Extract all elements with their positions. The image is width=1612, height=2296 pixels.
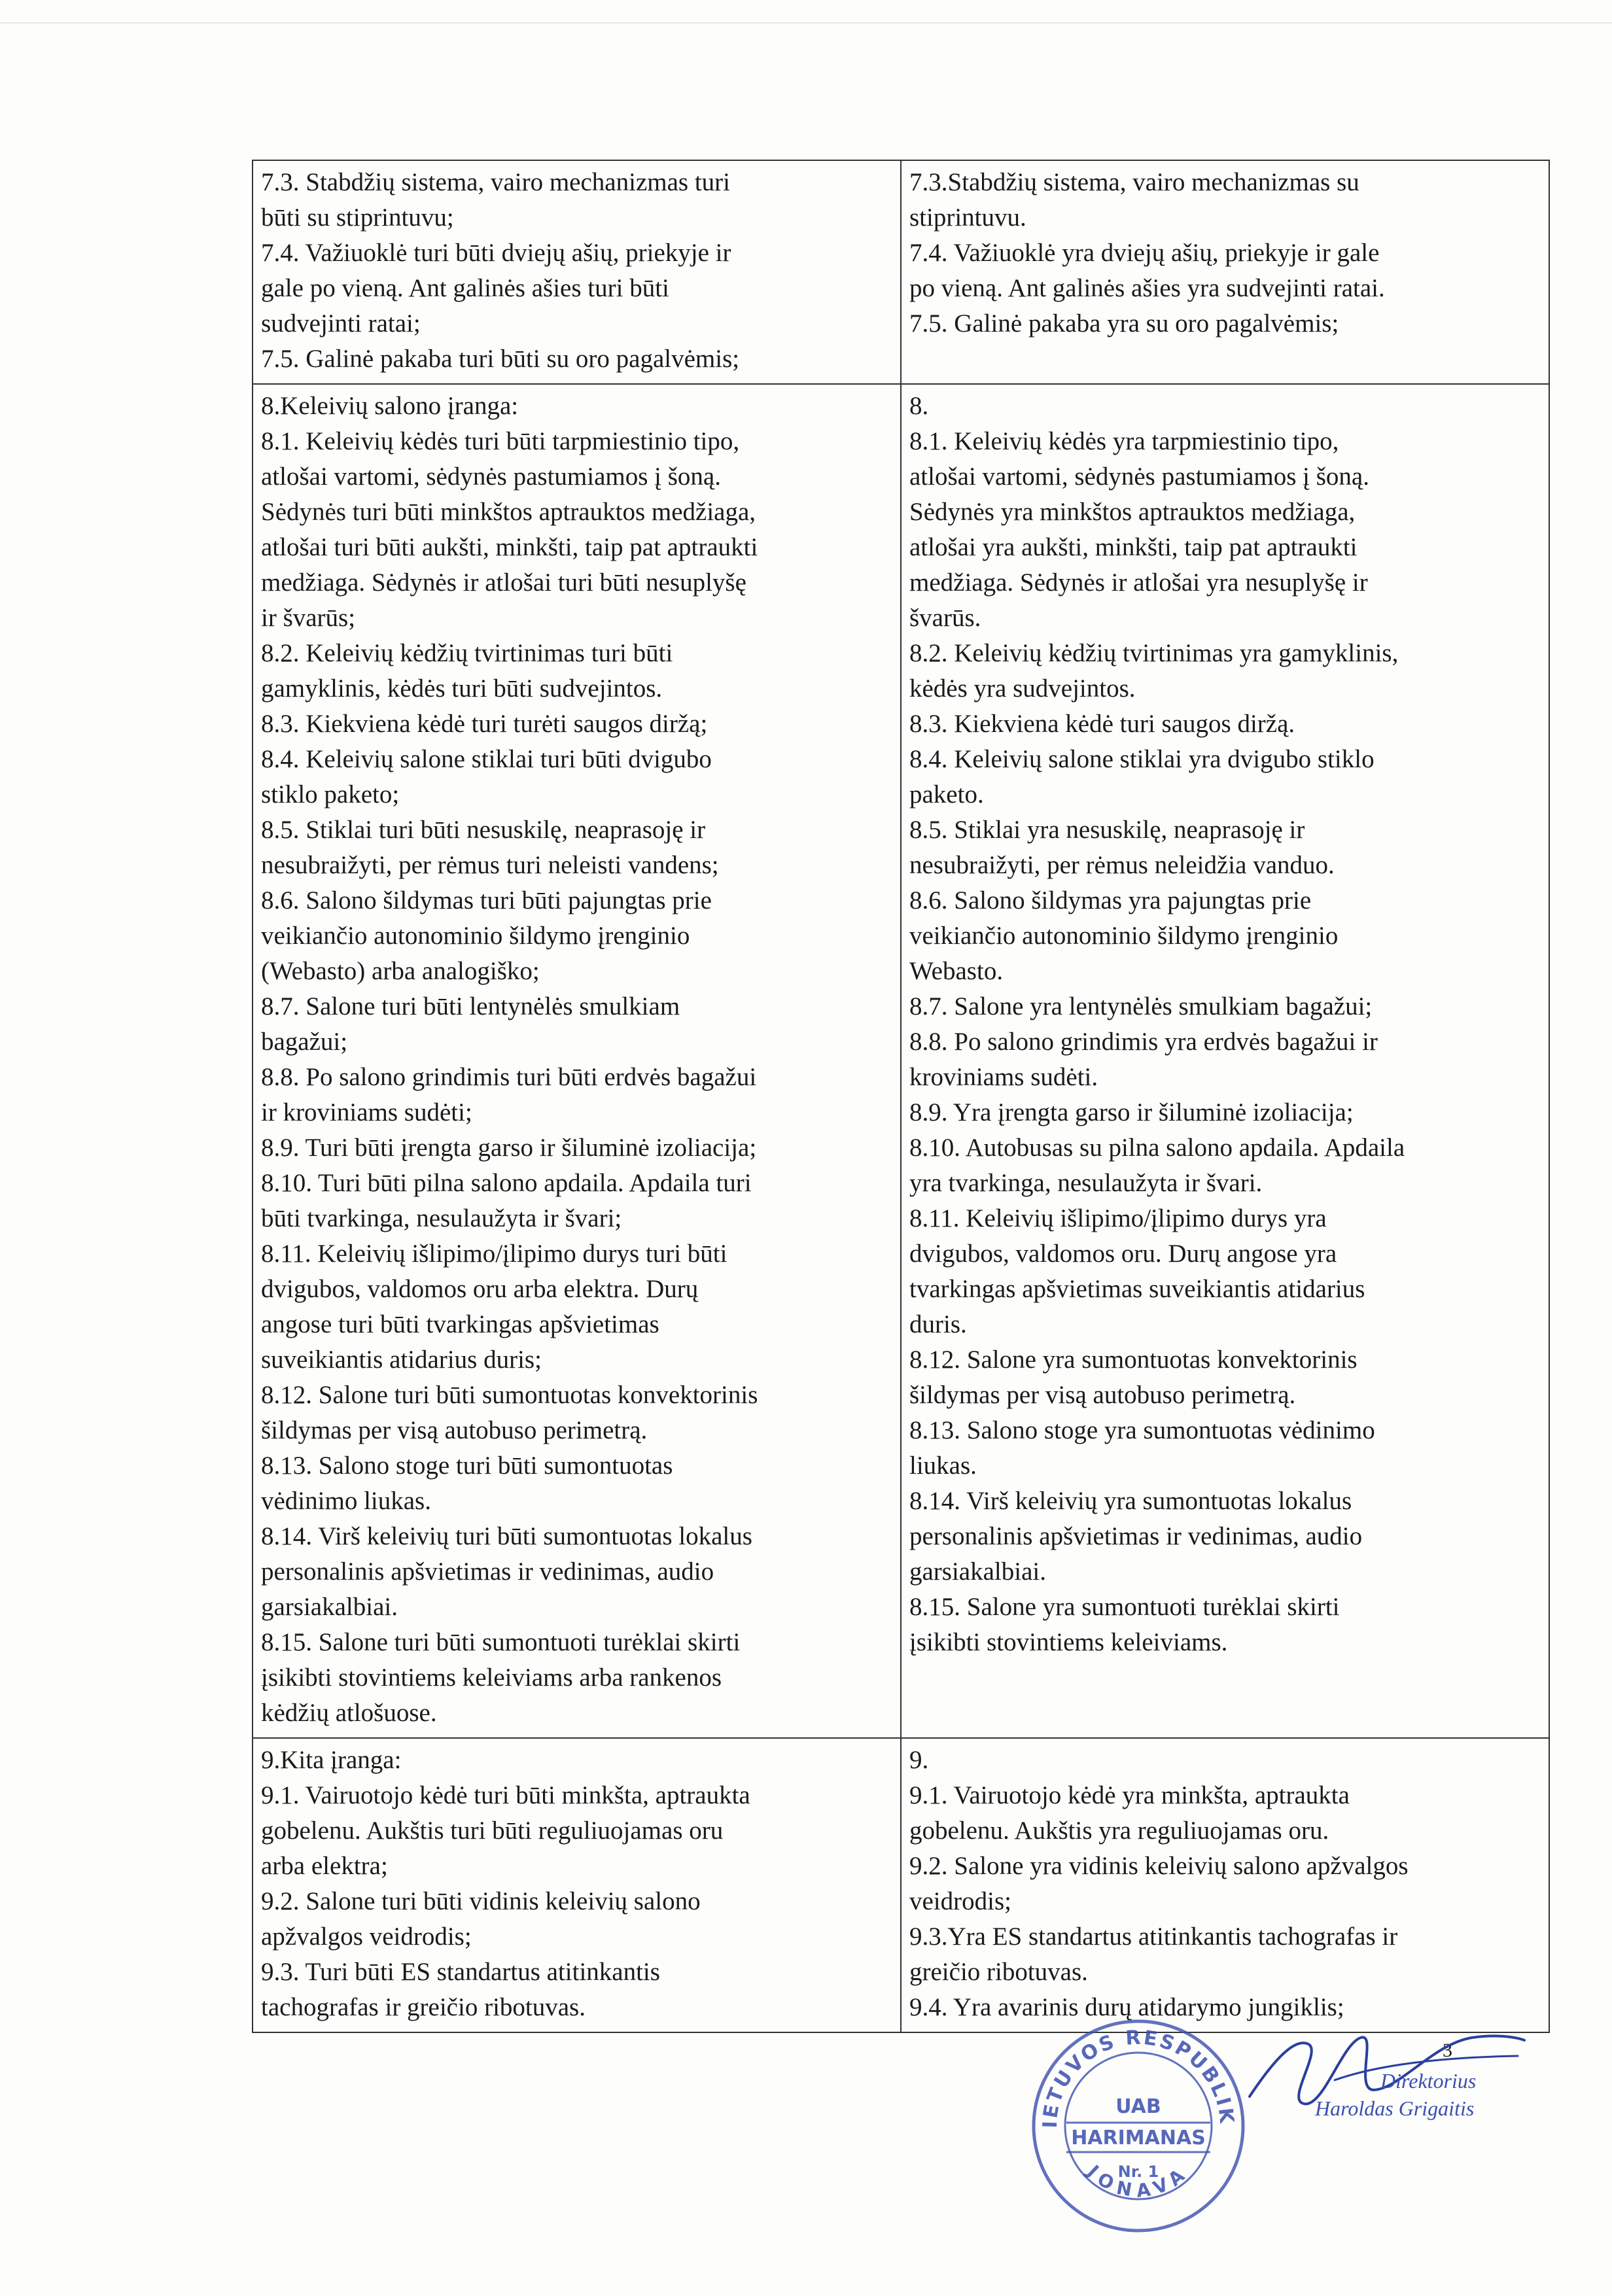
text-line: 8.1. Keleivių kėdės yra tarpmiestinio tipo, xyxy=(909,427,1339,455)
text-line: 8.14. Virš keleivių yra sumontuotas lokalus xyxy=(909,1487,1352,1515)
text-line: 8.13. Salono stoge yra sumontuotas vėdinimo xyxy=(909,1416,1375,1444)
text-line: garsiakalbiai. xyxy=(261,1593,398,1621)
text-line: 8.8. Po salono grindimis turi būti erdvės bagažui xyxy=(261,1063,757,1091)
director-title: Direktorius xyxy=(1380,2069,1477,2093)
text-line: Webasto. xyxy=(909,957,1004,985)
text-line: 8.7. Salone turi būti lentynėlės smulkiam xyxy=(261,992,680,1020)
stamp-number: Nr. 1 xyxy=(1117,2163,1159,2181)
text-line: šildymas per visą autobuso perimetrą. xyxy=(909,1381,1296,1409)
text-line: duris. xyxy=(909,1310,967,1338)
text-line: garsiakalbiai. xyxy=(909,1557,1046,1586)
page-number: 3 xyxy=(1443,2040,1452,2061)
text-line: 7.5. Galinė pakaba yra su oro pagalvėmis; xyxy=(909,309,1339,338)
stamp-bottom-text: JONAVA xyxy=(1083,2161,1194,2202)
stamp-outer-text: IETUVOS RESPUBLIK xyxy=(1038,2026,1238,2129)
text-line: gobelenu. Aukštis turi būti reguliuojamas oru xyxy=(261,1817,724,1845)
text-line: kėdės yra sudvejintos. xyxy=(909,674,1136,703)
text-line: 8.12. Salone yra sumontuotas konvektorinis xyxy=(909,1346,1358,1374)
text-line: suveikiantis atidarius duris; xyxy=(261,1346,542,1374)
text-line: švarūs. xyxy=(909,604,981,632)
company-stamp xyxy=(1027,2015,1250,2237)
text-line: ir kroviniams sudėti; xyxy=(261,1098,472,1126)
text-line: liukas. xyxy=(909,1452,977,1480)
text-line: 8.3. Kiekviena kėdė turi saugos diržą. xyxy=(909,710,1295,738)
text-line: tachografas ir greičio ribotuvas. xyxy=(261,1993,586,2021)
text-line: 9.1. Vairuotojo kėdė turi būti minkšta, aptraukta xyxy=(261,1781,750,1809)
text-line: arba elektra; xyxy=(261,1852,388,1880)
text-line: 8.4. Keleivių salone stiklai yra dvigubo stiklo xyxy=(909,745,1375,773)
offer-cell xyxy=(901,1738,1549,2032)
text-line: būti su stiprintuvu; xyxy=(261,203,454,232)
text-line: 9.3.Yra ES standartus atitinkantis tachografas ir xyxy=(909,1922,1398,1951)
text-line: personalinis apšvietimas ir vedinimas, audio xyxy=(909,1522,1363,1550)
text-line: stiprintuvu. xyxy=(909,203,1026,232)
text-line: 8.5. Stiklai turi būti nesuskilę, neaprasoję ir xyxy=(261,816,706,844)
text-line: greičio ribotuvas. xyxy=(909,1958,1088,1986)
text-line: 8.15. Salone turi būti sumontuoti turėklai skirti xyxy=(261,1628,741,1656)
text-line: 8.11. Keleivių išlipimo/įlipimo durys turi būti xyxy=(261,1240,727,1268)
text-line: medžiaga. Sėdynės ir atlošai turi būti nesuplyšę xyxy=(261,568,746,597)
text-line: 9.2. Salone turi būti vidinis keleivių salono xyxy=(261,1887,701,1915)
text-line: 8.8. Po salono grindimis yra erdvės bagažui ir xyxy=(909,1028,1378,1056)
text-line: gamyklinis, kėdės turi būti sudvejintos. xyxy=(261,674,663,703)
text-line: 8. xyxy=(909,392,929,420)
text-line: 8.10. Turi būti pilna salono apdaila. Apdaila turi xyxy=(261,1169,752,1197)
text-line: 8.13. Salono stoge turi būti sumontuotas xyxy=(261,1452,673,1480)
text-line: veikiančio autonominio šildymo įrenginio xyxy=(261,922,690,950)
text-line: angose turi būti tvarkingas apšvietimas xyxy=(261,1310,659,1338)
text-line: 7.3. Stabdžių sistema, vairo mechanizmas turi xyxy=(261,168,730,196)
text-line: kroviniams sudėti. xyxy=(909,1063,1098,1091)
text-line: dvigubos, valdomos oru. Durų angose yra xyxy=(909,1240,1337,1268)
text-line: 8.6. Salono šildymas turi būti pajungtas prie xyxy=(261,886,712,914)
text-line: 8.7. Salone yra lentynėlės smulkiam bagažui; xyxy=(909,992,1373,1020)
text-line: dvigubos, valdomos oru arba elektra. Durų xyxy=(261,1275,699,1303)
text-line: paketo. xyxy=(909,780,984,809)
text-line: 8.10. Autobusas su pilna salono apdaila. Apdaila xyxy=(909,1134,1405,1162)
text-line: įsikibti stovintiems keleiviams. xyxy=(909,1628,1228,1656)
stamp-company-line1: UAB xyxy=(1115,2095,1161,2118)
text-line: būti tvarkinga, nesulaužyta ir švari; xyxy=(261,1204,622,1232)
offer-cell xyxy=(901,160,1549,384)
text-line: 9. xyxy=(909,1746,929,1774)
text-line: Sėdynės yra minkštos aptrauktos medžiaga, xyxy=(909,498,1356,526)
text-line: Sėdynės turi būti minkštos aptrauktos medžiaga, xyxy=(261,498,756,526)
text-line: 8.Keleivių salono įranga: xyxy=(261,392,519,420)
text-line: nesubraižyti, per rėmus neleidžia vanduo. xyxy=(909,851,1335,879)
text-line: 9.Kita įranga: xyxy=(261,1746,402,1774)
text-line: atlošai vartomi, sėdynės pastumiamos į šoną. xyxy=(261,462,721,491)
text-line: sudvejinti ratai; xyxy=(261,309,421,338)
text-line: 8.6. Salono šildymas yra pajungtas prie xyxy=(909,886,1312,914)
text-line: 8.5. Stiklai yra nesuskilę, neaprasoję ir xyxy=(909,816,1305,844)
text-line: 9.1. Vairuotojo kėdė yra minkšta, aptraukta xyxy=(909,1781,1350,1809)
specification-table xyxy=(252,160,1550,2033)
text-line: 8.3. Kiekviena kėdė turi turėti saugos diržą; xyxy=(261,710,708,738)
text-line: stiklo paketo; xyxy=(261,780,400,809)
text-line: šildymas per visą autobuso perimetrą. xyxy=(261,1416,648,1444)
text-line: apžvalgos veidrodis; xyxy=(261,1922,472,1951)
requirement-cell xyxy=(253,1738,901,2032)
text-line: 8.4. Keleivių salone stiklai turi būti dvigubo xyxy=(261,745,712,773)
text-line: gale po vieną. Ant galinės ašies turi būti xyxy=(261,274,669,302)
text-line: atlošai vartomi, sėdynės pastumiamos į šoną. xyxy=(909,462,1369,491)
text-line: gobelenu. Aukštis yra reguliuojamas oru. xyxy=(909,1817,1329,1845)
offer-cell xyxy=(901,384,1549,1738)
text-line: 8.9. Yra įrengta garso ir šiluminė izoliacija; xyxy=(909,1098,1354,1126)
text-line: ir švarūs; xyxy=(261,604,356,632)
text-line: 9.3. Turi būti ES standartus atitinkantis xyxy=(261,1958,660,1986)
stamp-company-line2: HARIMANAS xyxy=(1071,2127,1206,2149)
text-line: yra tvarkinga, nesulaužyta ir švari. xyxy=(909,1169,1263,1197)
text-line: įsikibti stovintiems keleiviams arba rankenos xyxy=(261,1663,722,1692)
table-row xyxy=(253,1738,1549,2032)
text-line: nesubraižyti, per rėmus turi neleisti vandens; xyxy=(261,851,719,879)
scan-edge-rule xyxy=(0,22,1612,24)
table-row xyxy=(253,160,1549,384)
director-name: Haroldas Grigaitis xyxy=(1315,2096,1475,2120)
text-line: 7.4. Važiuoklė yra dviejų ašių, priekyje ir gale xyxy=(909,239,1380,267)
text-line: atlošai yra aukšti, minkšti, taip pat aptraukti xyxy=(909,533,1358,561)
text-line: 8.11. Keleivių išlipimo/įlipimo durys yra xyxy=(909,1204,1327,1232)
text-line: 7.3.Stabdžių sistema, vairo mechanizmas su xyxy=(909,168,1359,196)
table-row xyxy=(253,384,1549,1738)
text-line: bagažui; xyxy=(261,1028,348,1056)
text-line: tvarkingas apšvietimas suveikiantis atidarius xyxy=(909,1275,1365,1303)
text-line: 8.2. Keleivių kėdžių tvirtinimas yra gamyklinis, xyxy=(909,639,1399,667)
text-line: (Webasto) arba analogiško; xyxy=(261,957,540,985)
text-line: 9.4. Yra avarinis durų atidarymo jungiklis; xyxy=(909,1993,1344,2021)
text-line: vėdinimo liukas. xyxy=(261,1487,431,1515)
text-line: 8.2. Keleivių kėdžių tvirtinimas turi būti xyxy=(261,639,673,667)
text-line: 9.2. Salone yra vidinis keleivių salono apžvalgos xyxy=(909,1852,1409,1880)
requirement-cell xyxy=(253,384,901,1738)
text-line: veikiančio autonominio šildymo įrenginio xyxy=(909,922,1339,950)
text-line: 7.5. Galinė pakaba turi būti su oro pagalvėmis; xyxy=(261,345,740,373)
text-line: 8.15. Salone yra sumontuoti turėklai skirti xyxy=(909,1593,1340,1621)
text-line: 8.12. Salone turi būti sumontuotas konvektorinis xyxy=(261,1381,758,1409)
text-line: 8.1. Keleivių kėdės turi būti tarpmiestinio tipo, xyxy=(261,427,740,455)
text-line: veidrodis; xyxy=(909,1887,1011,1915)
text-line: 8.9. Turi būti įrengta garso ir šiluminė izoliacija; xyxy=(261,1134,757,1162)
requirement-cell xyxy=(253,160,901,384)
text-line: po vieną. Ant galinės ašies yra sudvejinti ratai. xyxy=(909,274,1385,302)
text-line: kėdžių atlošuose. xyxy=(261,1699,437,1727)
text-line: 7.4. Važiuoklė turi būti dviejų ašių, priekyje ir xyxy=(261,239,731,267)
text-line: personalinis apšvietimas ir vedinimas, audio xyxy=(261,1557,714,1586)
text-line: 8.14. Virš keleivių turi būti sumontuotas lokalus xyxy=(261,1522,752,1550)
text-line: atlošai turi būti aukšti, minkšti, taip pat aptraukti xyxy=(261,533,758,561)
text-line: medžiaga. Sėdynės ir atlošai yra nesuplyšę ir xyxy=(909,568,1368,597)
